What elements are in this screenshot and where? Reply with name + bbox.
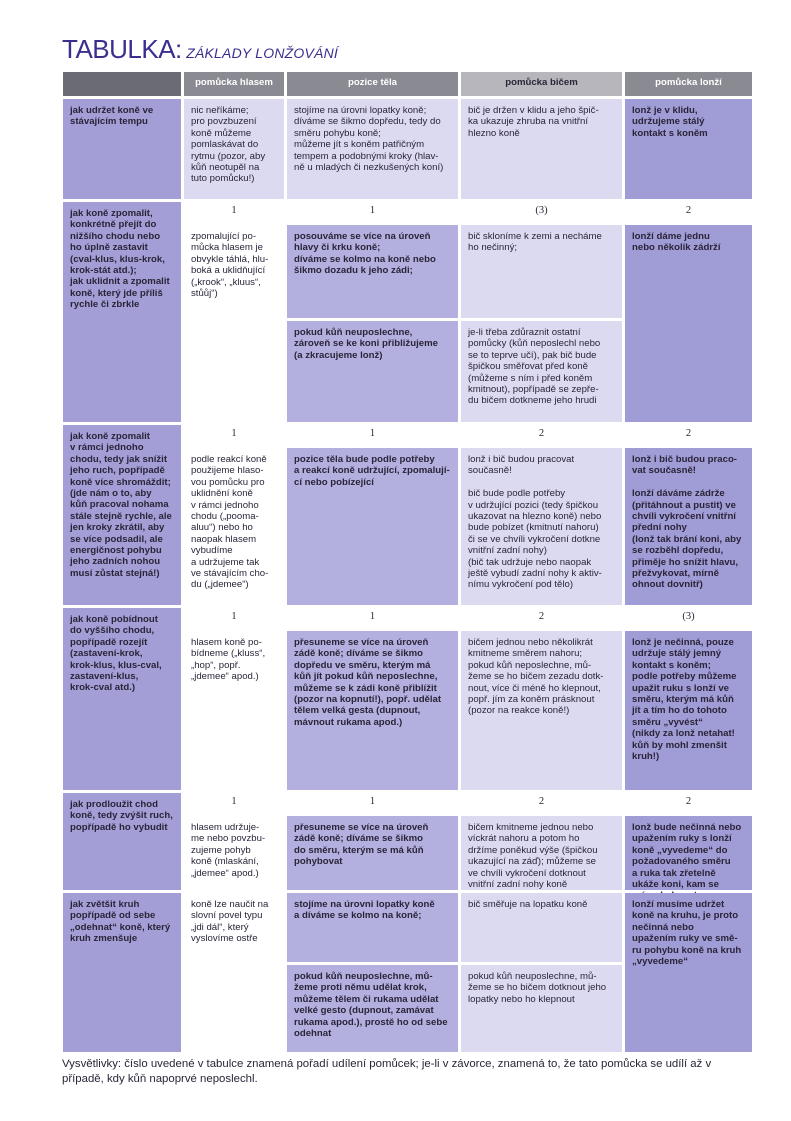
order-number: 2 [461, 425, 622, 445]
lunge-aid-cell: lonž i bič budou praco- vat současně! lonží dáváme zádrže (přitáhnout a pustit) ve chvíli vykročení vnitřní přední nohy (lonž tak brání koni, aby se rozběhl dopředu, přiměje ho snížit hlavu, přežvykovat, mírně ohnout dovnitř) [625, 448, 752, 605]
voice-aid-cell: hlasem udržuje- me nebo povzbu- zujeme pohyb koně (mlaskání, „jdemee“ apod.) [184, 816, 284, 890]
order-number: 1 [184, 202, 284, 222]
header-cell-0 [63, 72, 181, 96]
row-label: jak koně pobídnout do vyššího chodu, popřípadě rozejít (zastavení-krok, krok-klus, klus-cval, zastavení-klus, krok-cval atd.) [63, 608, 181, 790]
title-sub: ZÁKLADY LONŽOVÁNÍ [186, 45, 338, 61]
order-number: 2 [625, 793, 752, 813]
lunge-aid-cell: lonž bude nečinná nebo upažením ruky s lonží koně „vyvedeme“ do požadovaného směru a ruka tak zřetelně ukáže koni, kam se [625, 816, 752, 890]
whip-aid-cell: bič je držen v klidu a jeho špič- ka ukazuje zhruba na vnitřní hlezno koně [461, 99, 622, 199]
order-number: 1 [287, 608, 458, 628]
header-cell-4: pomůcka lonží [625, 72, 752, 96]
body-position-cell-followup: pokud kůň neuposlechne, zároveň se ke koni přibližujeme (a zkracujeme lonž) [287, 321, 458, 422]
body-position-cell: přesuneme se více na úroveň zádě koně; díváme se šikmo do směru, kterým se má kůň pohybovat [287, 816, 458, 890]
body-position-cell: pozice těla bude podle potřeby a reakcí koně udržující, zpomalují- cí nebo pobízející [287, 448, 458, 605]
whip-aid-cell: bičem jednou nebo několikrát kmitneme směrem nahoru; pokud kůň neposlechne, mů- žeme se ho bičem zezadu dotk- nout, více či méně ho klepnout, popř. jím za koněm prásknout (pozor na reakce koně!) [461, 631, 622, 790]
row-label: jak prodloužit chod koně, tedy zvýšit ruch, popřípadě ho vybudit [63, 793, 181, 890]
header-cell-1: pomůcka hlasem [184, 72, 284, 96]
lunge-aid-cell: lonží dáme jednu nebo několik zádrží [625, 225, 752, 422]
header-cell-2: pozice těla [287, 72, 458, 96]
footnote: Vysvětlivky: číslo uvedené v tabulce znamená pořadí udílení pomůcek; je-li v závorce, znamená to, že tato pomůcka se udílí až v případě, kdy kůň napoprvé neposlechl. [62, 1058, 712, 1085]
body-position-cell: stojíme na úrovni lopatky koně; díváme se šikmo dopředu, tedy do směru pohybu koně; můžeme jít s koněm patřičným tempem a podobnými kroky (hlav- ně u mladých či nezkušených koní) [287, 99, 458, 199]
order-number: (3) [461, 202, 622, 222]
voice-aid-cell: koně lze naučit na slovní povel typu „jdi dál“, který vyslovíme ostře [184, 893, 284, 1052]
lunge-aid-cell: lonž je nečinná, pouze udržuje stálý jemný kontakt s koněm; podle potřeby můžeme upažit ruku s lonží ve směru, kterým má kůň jít a tím ho do tohoto směru „vyvést“ (nikdy za lonž netahat! kůň by mohl zmenšit kruh!) [625, 631, 752, 790]
order-number: 1 [184, 608, 284, 628]
page-title [62, 34, 338, 65]
voice-aid-cell: zpomalující po- můcka hlasem je obvykle táhlá, hlu- boká a uklidňující („krook“, „kluus“, stůůj“) [184, 225, 284, 422]
order-number: 2 [625, 425, 752, 445]
header-cell-3: pomůcka bičem [461, 72, 622, 96]
voice-aid-cell: nic neříkáme; pro povzbuzení koně můžeme pomlaskávat do rytmu (pozor, aby kůň neotupěl na tuto pomůcku!) [184, 99, 284, 199]
whip-aid-cell: bič směřuje na lopatku koně [461, 893, 622, 962]
body-position-cell: posouváme se více na úroveň hlavy či krku koně; díváme se kolmo na koně nebo šikmo dozadu k jeho zádi; [287, 225, 458, 318]
lunge-aid-cell: lonž je v klidu, udržujeme stálý kontakt s koněm [625, 99, 752, 199]
body-position-cell: přesuneme se více na úroveň zádě koně; díváme se šikmo dopředu ve směru, kterým má kůň jít pokud kůň neposlechne, můžeme se k zádi koně přiblížit (pozor na kopnutí!), popř. udělat tělem velká gesta (dupnout, mávnout rukama apod.) [287, 631, 458, 790]
whip-aid-cell: lonž i bič budou pracovat současně! bič bude podle potřeby v udržující pozici (tedy špičkou ukazovat na hlezno koně) nebo bude pobízet (kmitnutí nahoru) či se ve chvíli vykročení dotkne vnitřní zadní nohy) (bič tak udržuje nebo naopak ještě vybudí zadní nohy k aktiv- nímu vykročení pod tělo) [461, 448, 622, 605]
title-main: TABULKA: [62, 34, 182, 64]
row-label: jak koně zpomalit v rámci jednoho chodu, tedy jak snížit jeho ruch, popřípadě koně více shromáždit; (jde nám o to, aby kůň pracoval nohama stále stejně rychle, ale jen kroky zkrátil, aby se více podsadil, ale energičnost pohybu jeho zadních nohou musí zůstat stejná!) [63, 425, 181, 605]
whip-aid-cell-followup: pokud kůň neuposlechne, mů- žeme se ho bičem dotknout jeho lopatky nebo ho klepnout [461, 965, 622, 1052]
order-number: 1 [287, 202, 458, 222]
body-position-cell: stojíme na úrovni lopatky koně a díváme se kolmo na koně; [287, 893, 458, 962]
body-position-cell-followup: pokud kůň neuposlechne, mů- žeme proti němu udělat krok, můžeme tělem či rukama udělat velké gesto (dupnout, zamávat rukama apod.), prostě ho od sebe odehnat [287, 965, 458, 1052]
whip-aid-cell: bičem kmitneme jednou nebo víckrát nahoru a potom ho držíme poněkud výše (špičkou ukazující na záď); můžeme se ve chvíli vykročení dotknout vnitřní zadní nohy koně [461, 816, 622, 890]
order-number: 1 [287, 793, 458, 813]
whip-aid-cell-followup: je-li třeba zdůraznit ostatní pomůcky (kůň neposlechl nebo se to teprve učí), pak bič bude špičkou směřovat před koně (můžeme s ním i před koněm kmitnout), popřípadě se zepře- du bičem dotkneme jeho hrudi [461, 321, 622, 422]
voice-aid-cell: hlasem koně po- bídneme („kluss“, „hop“, popř. „jdemee“ apod.) [184, 631, 284, 790]
row-label: jak udržet koně ve stávajícím tempu [63, 99, 181, 199]
order-number: 1 [287, 425, 458, 445]
order-number: 1 [184, 793, 284, 813]
order-number: 2 [461, 608, 622, 628]
row-label: jak zvětšit kruh popřípadě od sebe „odehnat“ koně, který kruh zmenšuje [63, 893, 181, 1052]
order-number: 2 [625, 202, 752, 222]
order-number: (3) [625, 608, 752, 628]
order-number: 1 [184, 425, 284, 445]
order-number: 2 [461, 793, 622, 813]
voice-aid-cell: podle reakcí koně použijeme hlaso- vou pomůcku pro uklidnění koně v rámci jednoho chodu („pooma- aluu“) nebo ho naopak hlasem vybudíme a udržujeme tak ve stávajícím cho- du („jdemee“) [184, 448, 284, 605]
lunge-aid-cell: lonží musíme udržet koně na kruhu, je proto nečinná nebo upažením ruky ve smě- ru pohybu koně na kruh „vyvedeme“ [625, 893, 752, 1052]
whip-aid-cell: bič skloníme k zemi a necháme ho nečinný; [461, 225, 622, 318]
row-label: jak koně zpomalit, konkrétně přejít do nižšího chodu nebo ho úplně zastavit (cval-klus, klus-krok, krok-stát atd.); jak uklidnit a zpomalit koně, který jde příliš rychle či zbrkle [63, 202, 181, 422]
